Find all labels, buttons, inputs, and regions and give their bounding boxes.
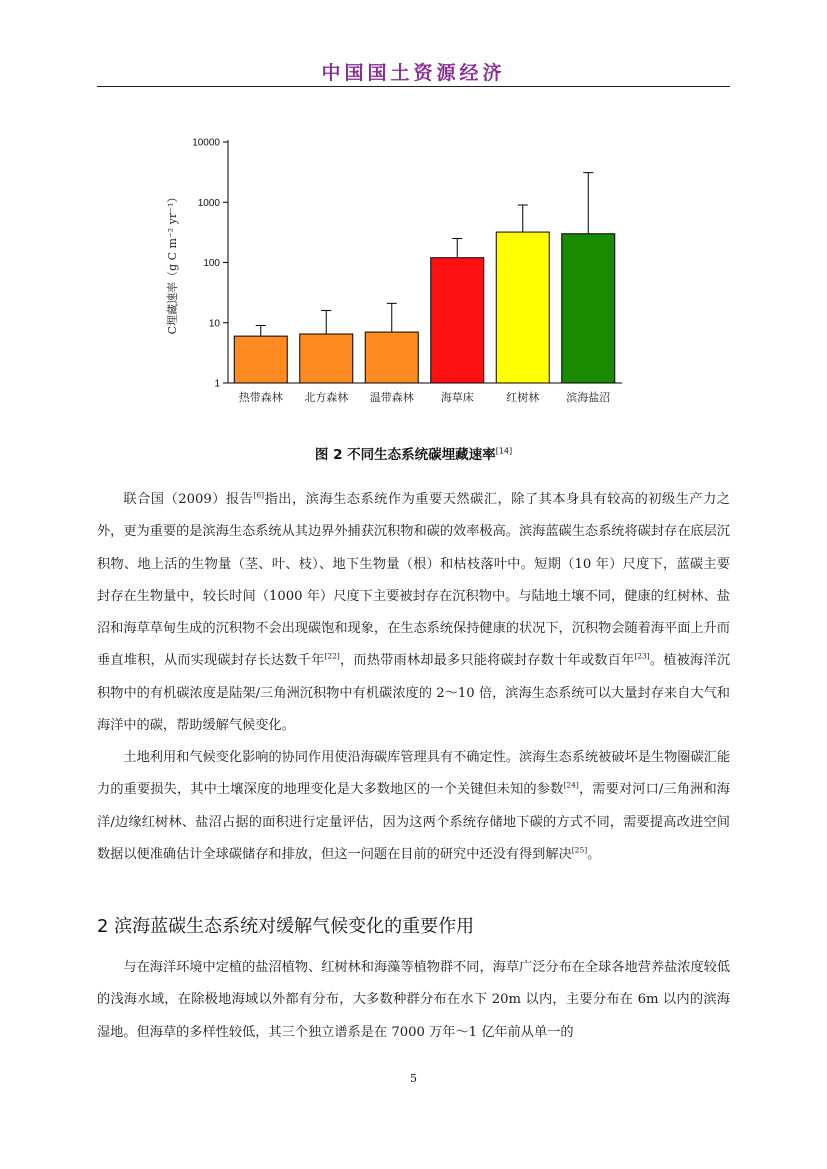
- paragraph-text: 联合国（2009）报告: [123, 492, 254, 507]
- bar-1: [234, 336, 287, 383]
- paragraph-text: ，需要对河口/三角洲和海洋/边缘红树林、盐沼占据的面积进行定量评估，因为这两个系统存储地下碳的方式不同，需要提高改进空间数据以便准确估计全球碳储存和排放，但这一问题在目前的研究中还没有得到解决: [97, 782, 730, 862]
- y-axis-label: C埋藏速率（g C m⁻² yr⁻¹）: [166, 191, 179, 335]
- bar-5: [496, 232, 549, 383]
- page-number: 5: [410, 1072, 417, 1085]
- paragraph-2: [97, 742, 730, 871]
- paragraph-text: ，而热带雨林却最多只能将碳封存数十年或数百年: [339, 653, 635, 669]
- citation-reference: [22]: [324, 652, 340, 662]
- paragraph-text: 指出，滨海生态系统作为重要天然碳汇，除了其本身具有较高的初级生产力之外，更为重要的是滨海生态系统从其边界外捕获沉积物和碳的效率极高。滨海蓝碳生态系统将碳封存在底层沉积物、地上活的生物量（茎、叶、枝）、地下生物量（根）和枯枝落叶中。短期（10 年）尺度下，蓝碳主要封存在生物量中，较长时间（1000 年）尺度下主要被封存在沉积物中。与陆地土壤不同，健康的红树林、盐沼和海草草甸生成的沉积物不会出现碳饱和现象，在生态系统保持健康的状况下，沉积物会随着海平面上升而垂直堆积，从而实现碳封存长达数千年: [97, 492, 730, 669]
- citation-reference: [6]: [253, 490, 265, 500]
- x-tick-label: 北方森林: [304, 391, 349, 404]
- carbon-burial-rate-chart: [150, 125, 630, 415]
- citation-reference: [23]: [634, 652, 650, 662]
- bar-3: [365, 332, 418, 383]
- y-tick-label: 1000: [197, 197, 220, 209]
- paragraph-3: 与在海洋环境中定植的盐沼植物、红树林和海藻等植物群不同，海草广泛分布在全球各地营养盐浓度较低的浅海水域，在除极地海域以外都有分布，大多数种群分布在水下 20m 以内，主要分布在 6m 以内的滨海湿地。但海草的多样性较低，其三个独立谱系是在 7000 万年～1 亿年前从单一的: [97, 960, 731, 1040]
- paragraph-text: 土地利用和气候变化影响的协同作用使沿海碳库管理具有不确定性。滨海生态系统被破坏是生物圈碳汇能力的重要损失，其中土壤深度的地理变化是大多数地区的一个关键但未知的参数: [97, 750, 731, 798]
- bar-4: [431, 258, 484, 383]
- x-tick-label: 海草床: [440, 391, 474, 404]
- y-tick-label: 100: [203, 258, 220, 269]
- x-tick-label: 热带森林: [238, 391, 283, 404]
- y-tick-label: 1: [214, 378, 220, 390]
- figure-caption: 图 2 不同生态系统碳埋藏速率[14]: [314, 446, 513, 463]
- citation-reference: [24]: [563, 780, 579, 790]
- x-tick-label: 红树林: [506, 391, 540, 404]
- y-tick-label: 10: [208, 318, 220, 330]
- caption-reference: [14]: [495, 446, 513, 456]
- bar-6: [562, 234, 615, 383]
- header-rule: [97, 86, 730, 87]
- paragraph-text: 。: [587, 846, 601, 862]
- citation-reference: [25]: [571, 845, 588, 855]
- journal-title: 中国国土资源经济: [321, 62, 506, 84]
- paragraph-1: [97, 484, 730, 742]
- section-heading: 2 滨海蓝碳生态系统对缓解气候变化的重要作用: [97, 916, 475, 937]
- bar-2: [300, 334, 353, 383]
- x-tick-label: 滨海盐沼: [566, 391, 611, 404]
- paragraph-text: 。植被海洋沉积物中的有机碳浓度是陆架/三角洲沉积物中有机碳浓度的 2～10 倍，滨海生态系统可以大量封存来自大气和海洋中的碳，帮助缓解气候变化。: [97, 653, 731, 734]
- x-tick-label: 温带森林: [369, 391, 414, 404]
- y-tick-label: 10000: [192, 137, 220, 149]
